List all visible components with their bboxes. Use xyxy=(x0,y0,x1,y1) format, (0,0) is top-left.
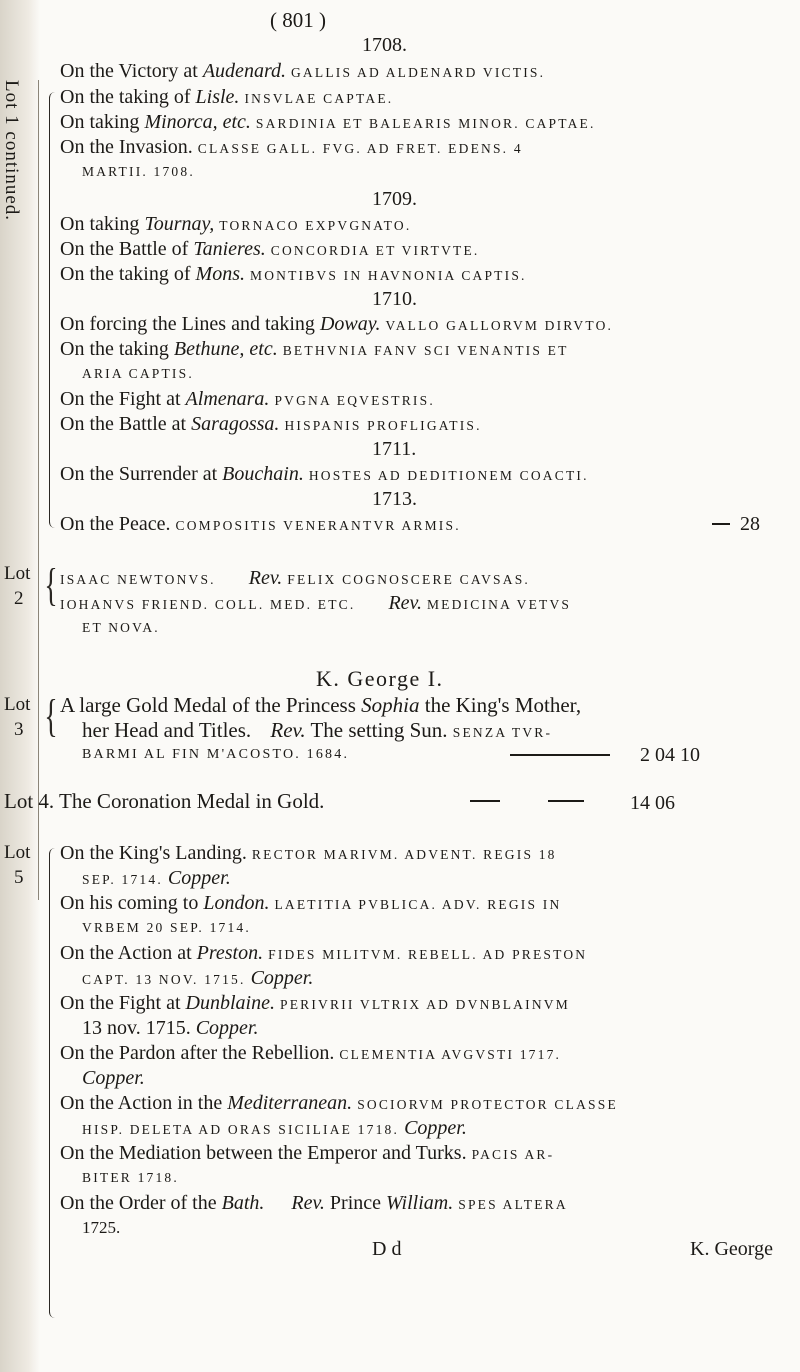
price-dash xyxy=(712,523,730,525)
list-item: On the Fight at Almenara. PVGNA EQVESTRIS. xyxy=(60,388,435,410)
list-item: On the Fight at Dunblaine. PERIVRII VLTRIX AD DVNBLAINVM xyxy=(60,992,570,1014)
price: 14 06 xyxy=(630,792,675,814)
list-item-continuation: BARMI AL FIN M'ACOSTO. 1684. xyxy=(82,747,350,762)
list-item: On the King's Landing. RECTOR MARIVM. ADVENT. REGIS 18 xyxy=(60,842,557,864)
catchword: K. George xyxy=(690,1238,773,1260)
list-item: On the taking of Lisle. INSVLAE CAPTAE. xyxy=(60,86,394,108)
list-item: On the Victory at Audenard. GALLIS AD ALDENARD VICTIS. xyxy=(60,60,546,82)
list-item: ISAAC NEWTONVS. Rev. FELIX COGNOSCERE CAVSAS. xyxy=(60,567,530,589)
lot-number: 2 xyxy=(14,588,24,609)
list-item: On the Battle of Tanieres. CONCORDIA ET VIRTVTE. xyxy=(60,238,480,260)
list-item: On the taking of Mons. MONTIBVS IN HAVNONIA CAPTIS. xyxy=(60,263,527,285)
lot-label: Lot xyxy=(4,563,31,584)
page-number: ( 801 ) xyxy=(270,8,326,32)
lot5-brace xyxy=(49,848,60,1318)
list-item-continuation: MARTII. 1708. xyxy=(82,164,195,179)
list-item: On the Action in the Mediterranean. SOCIORVM PROTECTOR CLASSE xyxy=(60,1092,618,1114)
side-note: Lot 1 continued. xyxy=(1,80,22,222)
price: 28 xyxy=(740,513,760,535)
list-item-continuation: ET NOVA. xyxy=(82,620,160,635)
list-item-continuation: SEP. 1714. Copper. xyxy=(82,867,231,889)
list-item-continuation: 1725. xyxy=(82,1218,121,1237)
year-heading: 1711. xyxy=(372,438,417,460)
list-item: On the Order of the Bath. Rev. Prince William. SPES ALTERA xyxy=(60,1192,568,1214)
list-item-continuation: ARIA CAPTIS. xyxy=(82,366,194,381)
list-item: On the Pardon after the Rebellion. CLEMENTIA AVGVSTI 1717. xyxy=(60,1042,562,1064)
list-item: On forcing the Lines and taking Doway. VALLO GALLORVM DIRVTO. xyxy=(60,313,614,335)
list-item: On the Invasion. CLASSE GALL. FVG. AD FRET. EDENS. 4 xyxy=(60,136,523,158)
lot1-brace xyxy=(49,92,60,528)
list-item: On the Action at Preston. FIDES MILITVM. REBELL. AD PRESTON xyxy=(60,942,588,964)
list-item-continuation: CAPT. 13 NOV. 1715. Copper. xyxy=(82,967,314,989)
price: 2 04 10 xyxy=(640,744,700,766)
list-item: her Head and Titles. Rev. The setting Sun. SENZA TVR- xyxy=(82,718,553,742)
list-item: On the taking Bethune, etc. BETHVNIA FANV SCI VENANTIS ET xyxy=(60,338,569,360)
list-item: Lot 4. The Coronation Medal in Gold. xyxy=(4,789,325,813)
list-item-continuation: VRBEM 20 SEP. 1714. xyxy=(82,920,251,935)
list-item-continuation: Copper. xyxy=(82,1067,145,1089)
list-item: On taking Tournay, TORNACO EXPVGNATO. xyxy=(60,213,412,235)
lot-label: Lot xyxy=(4,842,31,863)
lot2-brace: { xyxy=(44,559,58,610)
list-item: On the Surrender at Bouchain. HOSTES AD DEDITIONEM COACTI. xyxy=(60,463,589,485)
year-heading: 1709. xyxy=(372,188,417,210)
signature-mark: D d xyxy=(372,1238,402,1260)
list-item: On his coming to London. LAETITIA PVBLICA. ADV. REGIS IN xyxy=(60,892,562,914)
list-item: IOHANVS FRIEND. COLL. MED. ETC. Rev. MEDICINA VETVS xyxy=(60,592,572,614)
list-item: On the Peace. COMPOSITIS VENERANTVR ARMIS. xyxy=(60,513,461,535)
gutter-rule xyxy=(38,80,39,900)
list-item-continuation: HISP. DELETA AD ORAS SICILIAE 1718. Copper. xyxy=(82,1117,467,1139)
list-item-continuation: BITER 1718. xyxy=(82,1170,179,1185)
price-dash xyxy=(470,800,500,802)
list-item: On taking Minorca, etc. SARDINIA ET BALEARIS MINOR. CAPTAE. xyxy=(60,111,596,133)
price-dash xyxy=(548,800,584,802)
list-item-continuation: 13 nov. 1715. Copper. xyxy=(82,1017,259,1039)
list-item: A large Gold Medal of the Princess Sophia the King's Mother, xyxy=(60,693,582,717)
lot-label: Lot xyxy=(4,694,31,715)
lot-number: 3 xyxy=(14,719,24,740)
year-heading: 1710. xyxy=(372,288,417,310)
lot-number: 5 xyxy=(14,867,24,888)
price-dash xyxy=(510,754,610,756)
list-item: On the Mediation between the Emperor and Turks. PACIS AR- xyxy=(60,1142,555,1164)
year-heading: 1708. xyxy=(362,34,407,56)
lot3-brace: { xyxy=(44,690,58,741)
year-heading: 1713. xyxy=(372,488,417,510)
section-heading: K. George I. xyxy=(316,666,444,691)
list-item: On the Battle at Saragossa. HISPANIS PROFLIGATIS. xyxy=(60,413,482,435)
